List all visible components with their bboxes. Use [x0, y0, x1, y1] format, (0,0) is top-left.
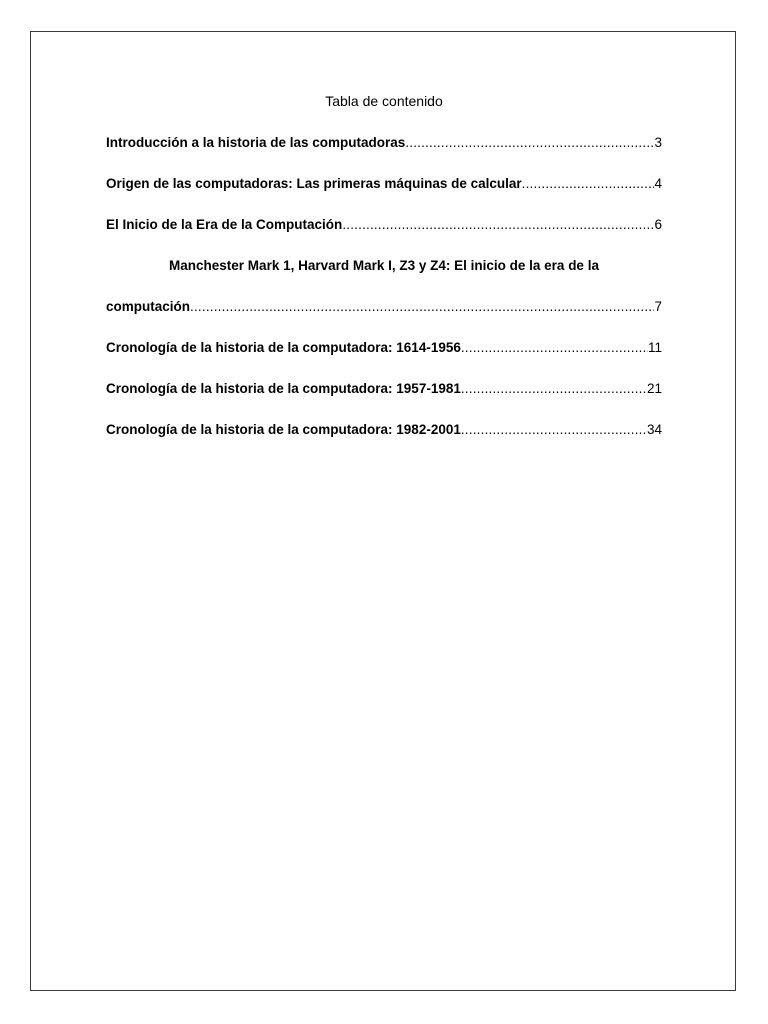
toc-entry-label: Cronología de la historia de la computadora: 1982-2001	[106, 422, 461, 437]
table-of-contents	[106, 91, 662, 461]
toc-entry-label: El Inicio de la Era de la Computación	[106, 217, 343, 232]
toc-dot-leader	[461, 338, 648, 358]
toc-entry-label: Introducción a la historia de las computadoras	[106, 135, 406, 150]
toc-entry[interactable]	[106, 338, 662, 358]
toc-dot-leader	[461, 379, 647, 399]
toc-entry-label-line2: computación	[106, 299, 191, 314]
toc-title: Tabla de contenido	[325, 93, 443, 109]
toc-entry-label: Origen de las computadoras: Las primeras máquinas de calcular	[106, 176, 522, 191]
toc-entry[interactable]	[106, 174, 662, 194]
toc-page-number: 6	[654, 217, 662, 232]
toc-dot-leader	[342, 215, 654, 235]
toc-entry[interactable]	[106, 420, 662, 440]
toc-entry[interactable]	[106, 256, 662, 317]
toc-entry[interactable]	[106, 215, 662, 235]
toc-page-number: 34	[646, 422, 662, 437]
toc-entry-label: Cronología de la historia de la computadora: 1614-1956	[106, 340, 461, 355]
toc-dot-leader	[190, 297, 654, 317]
document-page	[30, 31, 736, 991]
toc-dot-leader	[405, 133, 654, 153]
toc-page-number: 11	[647, 340, 662, 355]
toc-entry[interactable]	[106, 133, 662, 153]
toc-page-number: 3	[654, 135, 662, 150]
toc-page-number: 7	[654, 299, 662, 314]
toc-page-number: 21	[646, 381, 662, 396]
toc-entry[interactable]	[106, 379, 662, 399]
toc-dot-leader	[461, 420, 647, 440]
toc-page-number: 4	[654, 176, 662, 191]
toc-entry-label: Cronología de la historia de la computadora: 1957-1981	[106, 381, 461, 396]
toc-dot-leader	[522, 174, 655, 194]
toc-entry-label-line1: Manchester Mark 1, Harvard Mark I, Z3 y Z4: El inicio de la era de la	[169, 258, 599, 273]
